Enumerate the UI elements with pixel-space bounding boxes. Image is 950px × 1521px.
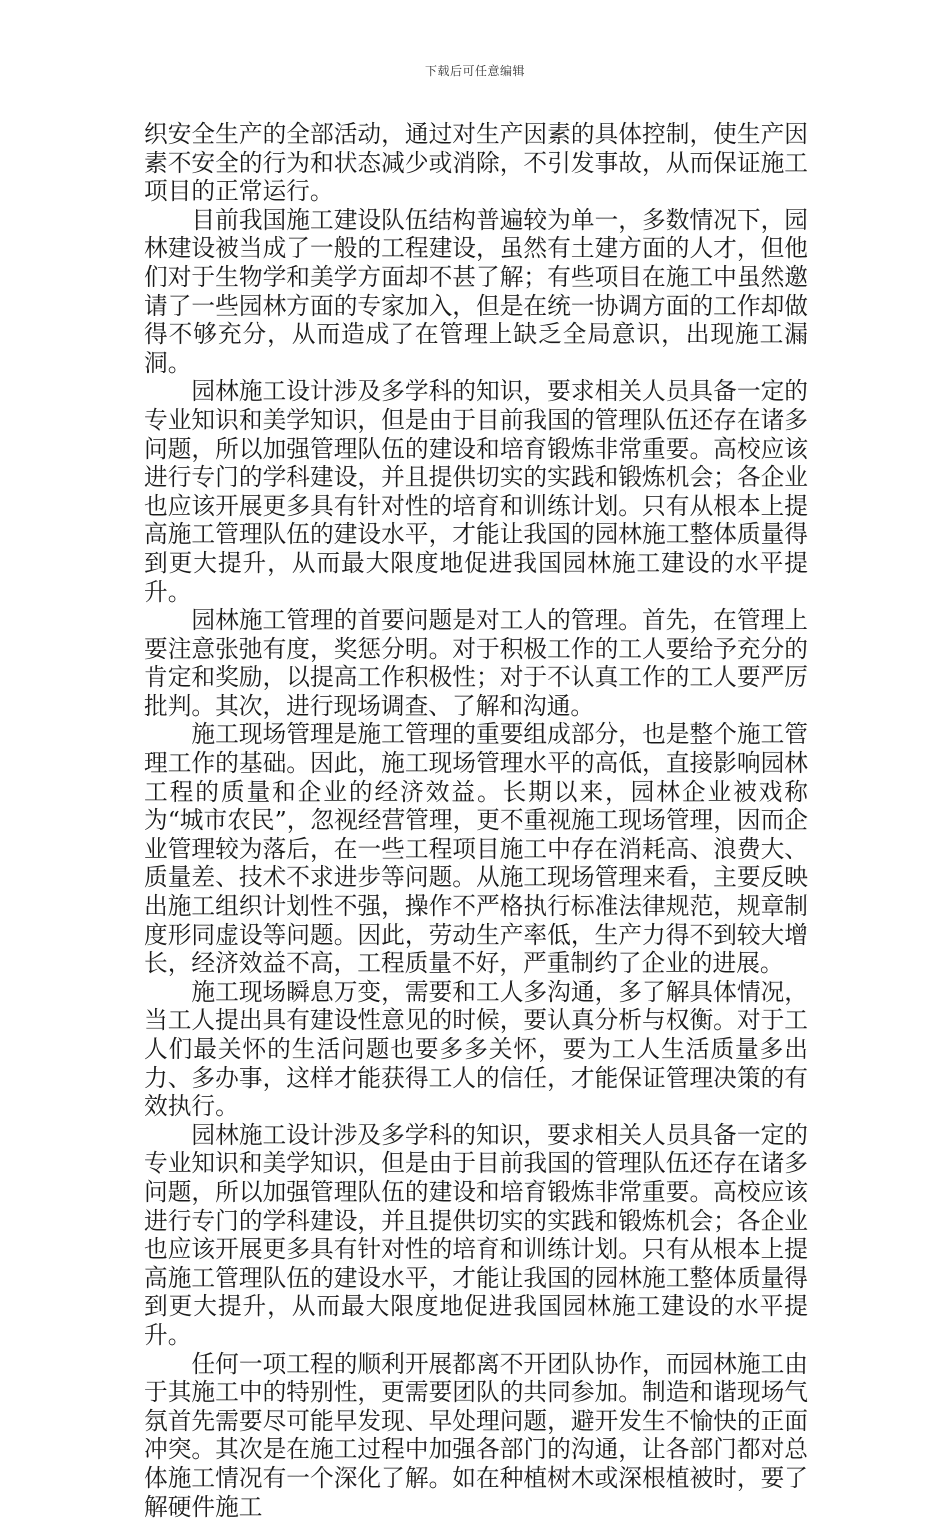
paragraph-3: 园林施工设计涉及多学科的知识，要求相关人员具备一定的专业知识和美学知识，但是由于目前我国的管理队伍还存在诸多问题，所以加强管理队伍的建设和培育锻炼非常重要。高校应该进行专门的学科建设，并且提供切实的实践和锻炼机会；各企业也应该开展更多具有针对性的培育和训练计划。只有从根本上提高施工管理队伍的建设水平，才能让我国的园林施工整体质量得到更大提升，从而最大限度地促进我国园林施工建设的水平提升。	[144, 377, 808, 606]
paragraph-2: 目前我国施工建设队伍结构普遍较为单一，多数情况下，园林建设被当成了一般的工程建设，虽然有土建方面的人才，但他们对于生物学和美学方面却不甚了解；有些项目在施工中虽然邀请了一些园林方面的专家加入，但是在统一协调方面的工作却做得不够充分，从而造成了在管理上缺乏全局意识，出现施工漏洞。	[144, 205, 808, 377]
page-header-note: 下载后可任意编辑	[424, 64, 525, 78]
paragraph-6: 施工现场瞬息万变，需要和工人多沟通，多了解具体情况，当工人提出具有建设性意见的时候，要认真分析与权衡。对于工人们最关怀的生活问题也要多多关怀，要为工人生活质量多出力、多办事，这样才能获得工人的信任，才能保证管理决策的有效执行。	[144, 977, 808, 1121]
paragraph-5: 施工现场管理是施工管理的重要组成部分，也是整个施工管理工作的基础。因此，施工现场管理水平的高低，直接影响园林工程的质量和企业的经济效益。长期以来，园林企业被戏称为“城市农民”，忽视经营管理，更不重视施工现场管理，因而企业管理较为落后，在一些工程项目施工中存在消耗高、浪费大、质量差、技术不求进步等问题。从施工现场管理来看，主要反映出施工组织计划性不强，操作不严格执行标准法律规范，规章制度形同虚设等问题。因此，劳动生产率低，生产力得不到较大增长，经济效益不高，工程质量不好，严重制约了企业的进展。	[144, 720, 808, 978]
paragraph-8: 任何一项工程的顺利开展都离不开团队协作，而园林施工由于其施工中的特别性，更需要团队的共同参加。制造和谐现场气氛首先需要尽可能早发现、早处理问题，避开发生不愉快的正面冲突。其次是在施工过程中加强各部门的沟通，让各部门都对总体施工情况有一个深化了解。如在种植树木或深根植被时，要了解硬件施工	[144, 1349, 808, 1521]
paragraph-7: 园林施工设计涉及多学科的知识，要求相关人员具备一定的专业知识和美学知识，但是由于目前我国的管理队伍还存在诸多问题，所以加强管理队伍的建设和培育锻炼非常重要。高校应该进行专门的学科建设，并且提供切实的实践和锻炼机会；各企业也应该开展更多具有针对性的培育和训练计划。只有从根本上提高施工管理队伍的建设水平，才能让我国的园林施工整体质量得到更大提升，从而最大限度地促进我国园林施工建设的水平提升。	[144, 1120, 808, 1349]
paragraph-1: 织安全生产的全部活动，通过对生产因素的具体控制，使生产因素不安全的行为和状态减少或消除，不引发事故，从而保证施工项目的正常运行。	[144, 120, 808, 206]
document-body	[144, 120, 808, 1521]
paragraph-4: 园林施工管理的首要问题是对工人的管理。首先，在管理上要注意张弛有度，奖惩分明。对于积极工作的工人要给予充分的肯定和奖励，以提高工作积极性；对于不认真工作的工人要严厉批判。其次，进行现场调查、了解和沟通。	[144, 606, 808, 720]
